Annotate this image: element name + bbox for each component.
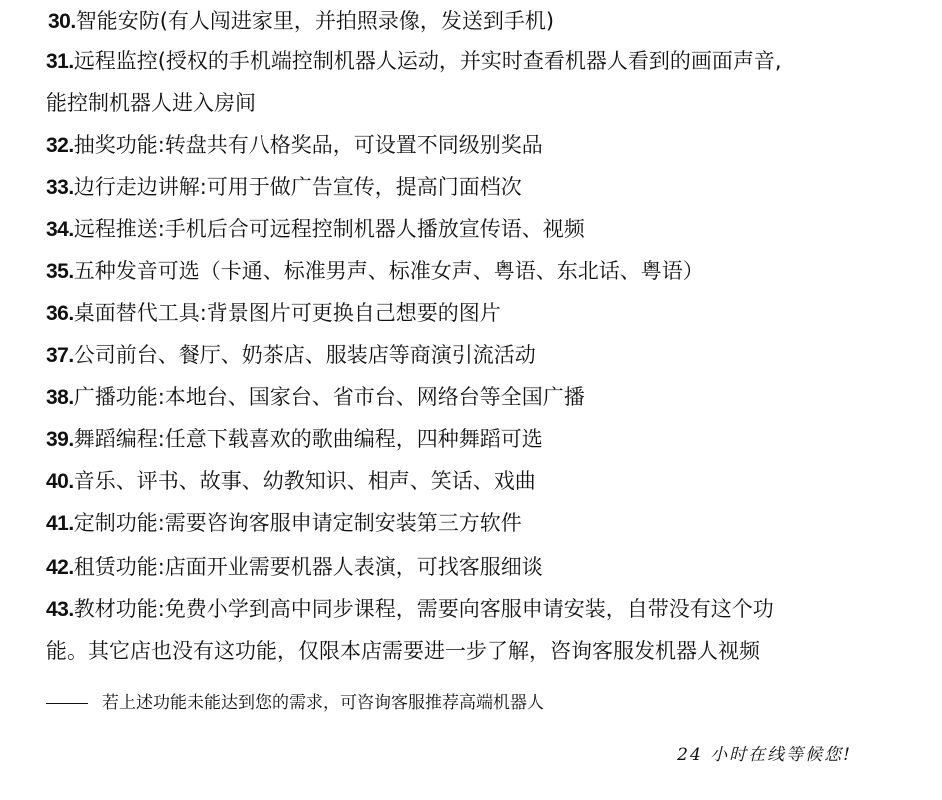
list-item-35 [46, 250, 906, 293]
item-number: 37. [46, 344, 74, 367]
list-item-41 [46, 502, 906, 545]
list-item-33 [46, 166, 906, 209]
list-item-30 [48, 0, 908, 43]
item-text: 五种发音可选（卡通、标准男声、标准女声、粤语、东北话、粤语） [73, 259, 704, 283]
list-item-38 [46, 376, 906, 419]
item-text: 能。其它店也没有这功能，仅限本店需要进一步了解，咨询客服发机器人视频 [46, 639, 760, 663]
em-dash-divider [46, 703, 88, 704]
item-number: 41. [46, 512, 74, 535]
item-text: 音乐、评书、故事、幼教知识、相声、笑话、戏曲 [73, 469, 536, 493]
signoff-text: 24 小时在线等候您! [677, 745, 852, 765]
list-item-36 [46, 292, 906, 335]
item-number: 31. [46, 50, 74, 73]
item-text: 抽奖功能:转盘共有八格奖品，可设置不同级别奖品 [73, 133, 543, 157]
list-item-39 [46, 418, 906, 461]
list-item-43 [46, 588, 906, 631]
item-number: 40. [46, 470, 74, 493]
list-item-37 [46, 334, 906, 377]
list-item-34 [46, 208, 906, 251]
item-number: 38. [46, 386, 74, 409]
item-text: 边行走边讲解:可用于做广告宣传，提高门面档次 [73, 175, 522, 199]
item-number: 33. [46, 176, 74, 199]
item-number: 30. [48, 10, 76, 33]
item-text: 公司前台、餐厅、奶茶店、服装店等商演引流活动 [73, 343, 536, 367]
item-text: 远程监控(授权的手机端控制机器人运动，并实时查看机器人看到的画面声音, [73, 49, 782, 73]
item-text: 广播功能:本地台、国家台、省市台、网络台等全国广播 [73, 385, 585, 409]
item-number: 32. [46, 134, 74, 157]
footer-note [46, 688, 544, 718]
item-number: 43. [46, 598, 74, 621]
list-item-40 [46, 460, 906, 503]
item-number: 36. [46, 302, 74, 325]
list-item-32 [46, 124, 906, 167]
item-text: 教材功能:免费小学到高中同步课程，需要向客服申请安装，自带没有这个功 [73, 597, 774, 621]
item-text: 桌面替代工具:背景图片可更换自己想要的图片 [73, 301, 501, 325]
item-text: 租赁功能:店面开业需要机器人表演，可找客服细谈 [73, 555, 543, 579]
list-item-31 [46, 40, 906, 83]
item-number: 35. [46, 260, 74, 283]
footer-note-text: 若上述功能未能达到您的需求，可咨询客服推荐高端机器人 [102, 693, 544, 713]
item-text: 远程推送:手机后合可远程控制机器人播放宣传语、视频 [73, 217, 585, 241]
item-number: 34. [46, 218, 74, 241]
list-item-43-continued [46, 630, 906, 673]
item-number: 39. [46, 428, 74, 451]
list-item-42 [46, 546, 906, 589]
item-text: 智能安防(有人闯进家里，并拍照录像，发送到手机) [75, 9, 555, 33]
list-item-31-continued [46, 82, 906, 125]
item-text: 舞蹈编程:任意下载喜欢的歌曲编程，四种舞蹈可选 [73, 427, 543, 451]
item-text: 定制功能:需要咨询客服申请定制安装第三方软件 [73, 511, 522, 535]
item-number: 42. [46, 556, 74, 579]
item-text: 能控制机器人进入房间 [46, 91, 256, 115]
